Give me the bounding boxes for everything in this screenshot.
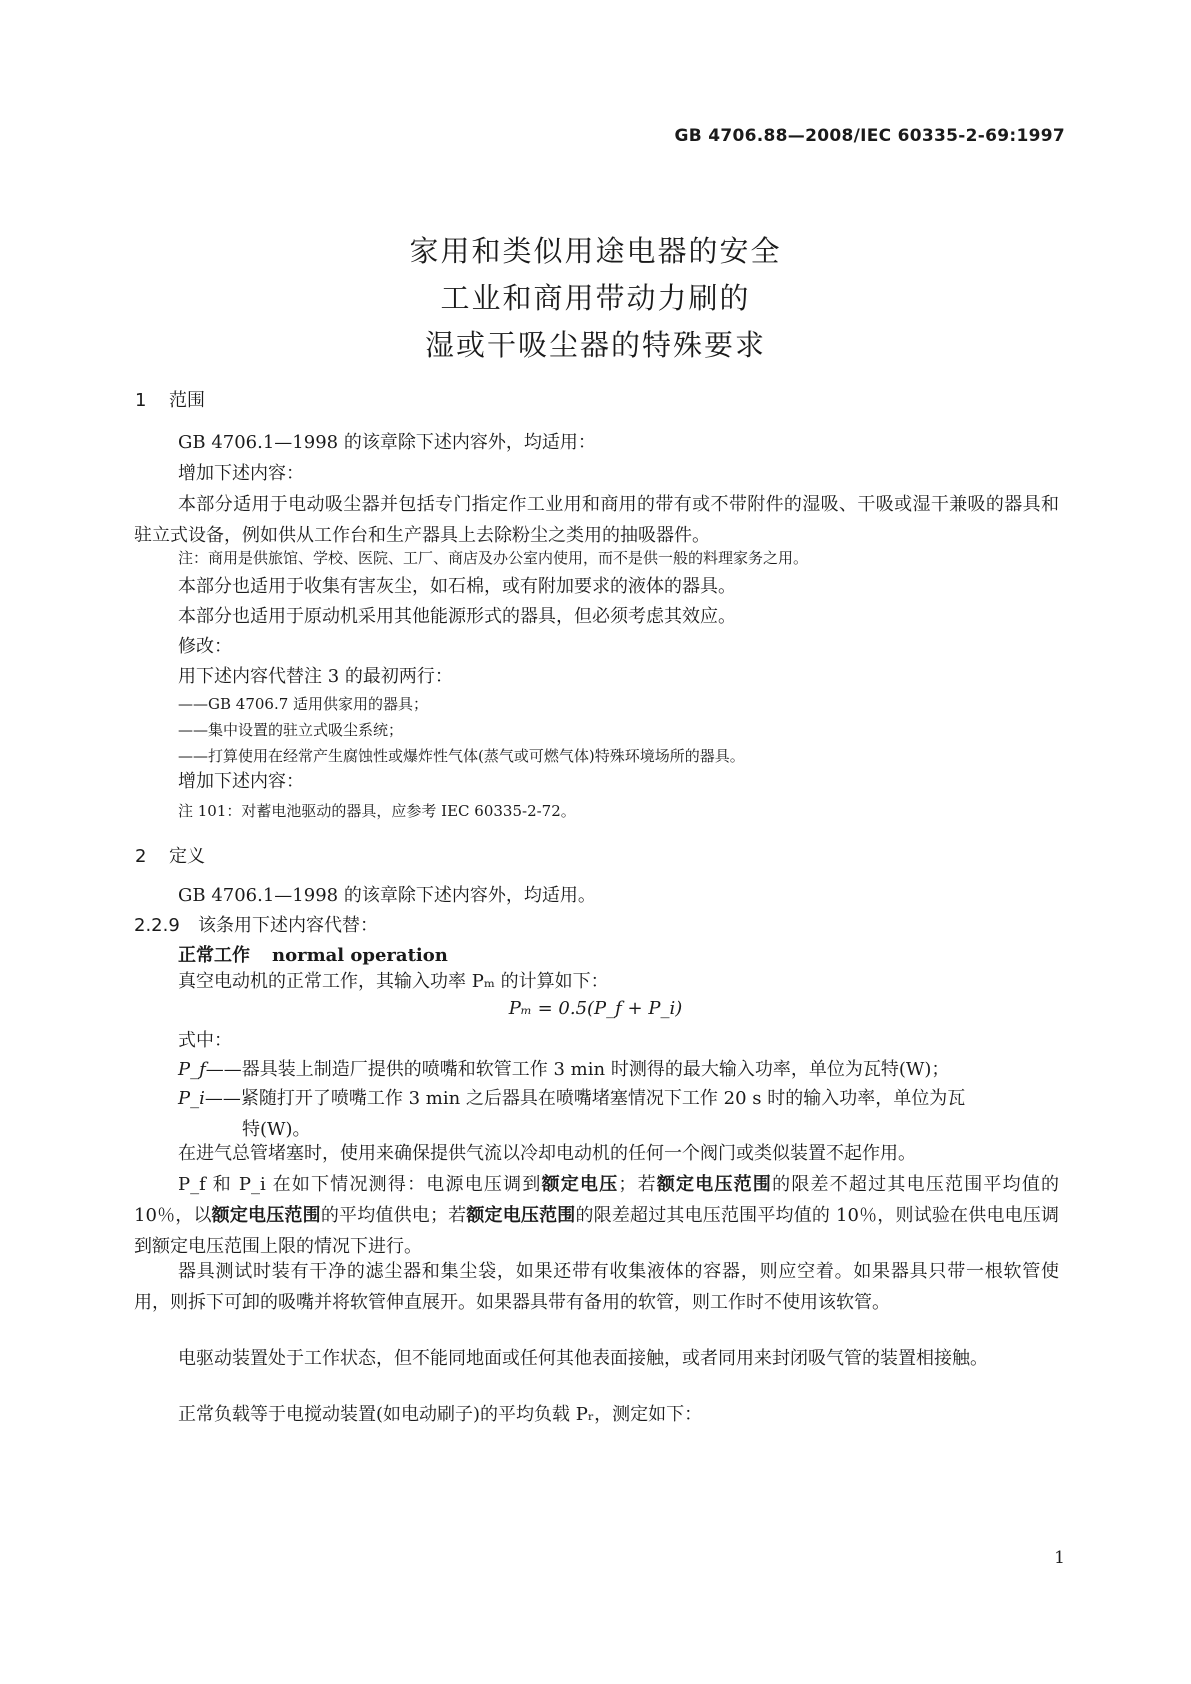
section-2-title: 定义 (169, 846, 205, 867)
section-2-para-2: 真空电动机的正常工作，其输入功率 Pₘ 的计算如下： (178, 971, 609, 992)
document-title (0, 228, 1191, 369)
definition-pi (178, 1083, 1060, 1145)
section-1-dash-item-2: ——集中设置的驻立式吸尘系统； (178, 721, 404, 739)
title-line-3: 湿或干吸尘器的特殊要求 (424, 328, 766, 362)
section-2-para-5: 器具测试时装有干净的滤尘器和集尘袋，如果还带有收集液体的容器，则应空着。如果器具只带一根软管使用，则拆下可卸的吸嘴并将软管伸直展开。如果器具带有备用的软管，则工作时不使用该软管。 (134, 1261, 1059, 1313)
term-english: normal operation (272, 945, 448, 966)
section-2-para-3: 在进气总管堵塞时，使用来确保提供气流以冷却电动机的任何一个阀门或类似装置不起作用。 (178, 1143, 916, 1164)
term-normal-operation (178, 941, 448, 967)
keyword-rated-voltage-range-3: 额定电压范围 (466, 1205, 576, 1226)
formula-pm: Pₘ = 0.5(P_f + P_i) (508, 998, 683, 1019)
section-1-para-2: 增加下述内容： (178, 463, 304, 484)
term-chinese: 正常工作 (178, 945, 250, 966)
section-1-para-5: 本部分也适用于原动机采用其他能源形式的器具，但必须考虑其效应。 (178, 606, 736, 627)
section-1-para-8: 增加下述内容： (178, 771, 304, 792)
section-2-heading (135, 842, 205, 868)
section-1-dash-item-1: ——GB 4706.7 适用供家用的器具； (178, 695, 429, 713)
title-line-2: 工业和商用带动力刷的 (440, 281, 751, 315)
section-1-note-1: 注：商用是供旅馆、学校、医院、工厂、商店及办公室内使用，而不是供一般的料理家务之用。 (178, 549, 809, 567)
section-1-para-6: 修改： (178, 636, 232, 657)
section-2-number: 2 (135, 846, 147, 867)
keyword-rated-voltage: 额定电压 (541, 1174, 619, 1195)
symbol-pf: P_f (178, 1059, 206, 1080)
section-1-para-7: 用下述内容代替注 3 的最初两行： (178, 666, 453, 687)
clause-number: 2.2.9 (134, 915, 180, 936)
standard-code-header: GB 4706.88—2008/IEC 60335-2-69:1997 (674, 126, 1065, 146)
title-line-1: 家用和类似用途电器的安全 (409, 234, 782, 268)
definition-pi-text: ——紧随打开了喷嘴工作 3 min 之后器具在喷嘴堵塞情况下工作 20 s 时的输入功率，单位为瓦 (204, 1088, 966, 1109)
where-label: 式中： (178, 1030, 232, 1051)
definition-pf-text: ——器具装上制造厂提供的喷嘴和软管工作 3 min 时测得的最大输入功率，单位为瓦特(W)； (205, 1059, 950, 1080)
section-1-para-3: 本部分适用于电动吸尘器并包括专门指定作工业用和商用的带有或不带附件的湿吸、干吸或湿干兼吸的器具和驻立式设备，例如供从工作台和生产器具上去除粉尘之类用的抽吸器件。 (134, 494, 1059, 546)
definition-pi-continuation: 特(W)。 (242, 1119, 311, 1140)
section-2-para-7: 正常负载等于电搅动装置(如电动刷子)的平均负载 Pᵣ，测定如下： (178, 1404, 703, 1425)
section-1-dash-item-3: ——打算使用在经常产生腐蚀性或爆炸性气体(蒸气或可燃气体)特殊环境场所的器具。 (178, 747, 745, 765)
page-number: 1 (1054, 1548, 1065, 1568)
section-2-para-1: GB 4706.1—1998 的该章除下述内容外，均适用。 (178, 885, 596, 906)
symbol-pi: P_i (178, 1088, 205, 1109)
section-2-para-4 (134, 1169, 1059, 1262)
para-4-part-d: 的平均值供电；若 (320, 1205, 467, 1226)
para-4-part-b: ；若 (618, 1174, 657, 1195)
section-1-para-4: 本部分也适用于收集有害灰尘，如石棉，或有附加要求的液体的器具。 (178, 576, 736, 597)
para-4-part-c: 的限差不超过其电压范围平均值的 10％，以 (134, 1174, 1060, 1226)
para-4-part-e: 的限差超过其电压范围平均值的 10％，则试验在供电电压调到额定电压范围上限的情况下进行。 (134, 1205, 1060, 1257)
section-1-para-1: GB 4706.1—1998 的该章除下述内容外，均适用： (178, 432, 596, 453)
section-1-title: 范围 (169, 390, 205, 411)
section-1-heading (135, 386, 205, 412)
section-1-note-2: 注 101：对蓄电池驱动的器具，应参考 IEC 60335-2-72。 (178, 802, 576, 820)
para-4-part-a: P_f 和 P_i 在如下情况测得：电源电压调到 (178, 1174, 542, 1195)
section-2-para-6: 电驱动装置处于工作状态，但不能同地面或任何其他表面接触，或者同用来封闭吸气管的装置相接触。 (178, 1348, 988, 1369)
section-1-number: 1 (135, 390, 147, 411)
definition-pf (178, 1054, 1060, 1085)
keyword-rated-voltage-range-2: 额定电压范围 (211, 1205, 321, 1226)
keyword-rated-voltage-range-1: 额定电压范围 (656, 1174, 773, 1195)
clause-2-2-9 (134, 911, 378, 937)
clause-text: 该条用下述内容代替： (198, 915, 378, 936)
